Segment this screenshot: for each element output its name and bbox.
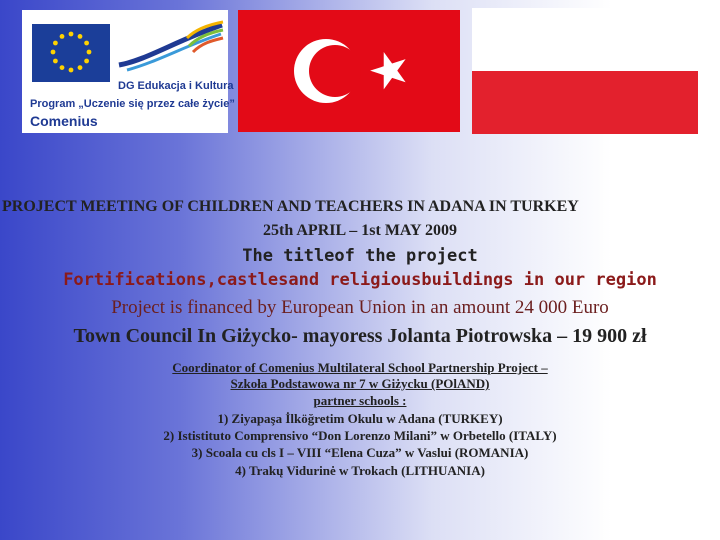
- coordinator-school: Szkoła Podstawowa nr 7 w Giżycku (POlAND): [230, 376, 490, 391]
- town-council-funding: Town Council In Giżycko- mayoress Jolanta Piotrowska – 19 900 zł: [73, 325, 647, 347]
- partner-school-turkey: 1) Ziyapaşa İlköğretim Okulu w Adana (TURKEY): [217, 411, 503, 426]
- logo-comenius: Comenius: [30, 113, 98, 129]
- coordinator-heading: Coordinator of Comenius Multilateral School Partnership Project –: [172, 360, 548, 375]
- funding-statement: Project is financed by European Union in an amount 24 000 Euro: [111, 297, 609, 318]
- partner-school-italy: 2) Ististituto Comprensivo “Don Lorenzo Milani” w Orbetello (ITALY): [163, 428, 557, 443]
- poland-flag-white: [472, 8, 698, 71]
- project-theme: Fortifications,castlesand religiousbuildings in our region: [63, 270, 657, 290]
- partner-school-lithuania: 4) Trakų Vidurinė w Trokach (LITHUANIA): [235, 463, 485, 478]
- turkey-flag-icon: [238, 10, 460, 132]
- comenius-logo: [22, 10, 235, 133]
- swoosh-icon: [117, 20, 225, 80]
- eu-flag-icon: [32, 24, 110, 82]
- meeting-title: PROJECT MEETING OF CHILDREN AND TEACHERS IN ADANA IN TURKEY: [2, 198, 579, 215]
- poland-flag-icon: [472, 8, 698, 134]
- partner-school-romania: 3) Scoala cu cls I – VIII “Elena Cuza” w Vaslui (ROMANIA): [191, 445, 529, 460]
- project-title-label: The titleof the project: [242, 246, 478, 266]
- logo-program-dg: DG Edukacja i Kultura: [118, 80, 234, 92]
- poland-flag-red: [472, 71, 698, 134]
- logo-program-name: Program „Uczenie się przez całe życie”: [30, 98, 235, 110]
- partner-schools-heading: partner schools :: [313, 393, 407, 408]
- meeting-dates: 25th APRIL – 1st MAY 2009: [263, 222, 457, 239]
